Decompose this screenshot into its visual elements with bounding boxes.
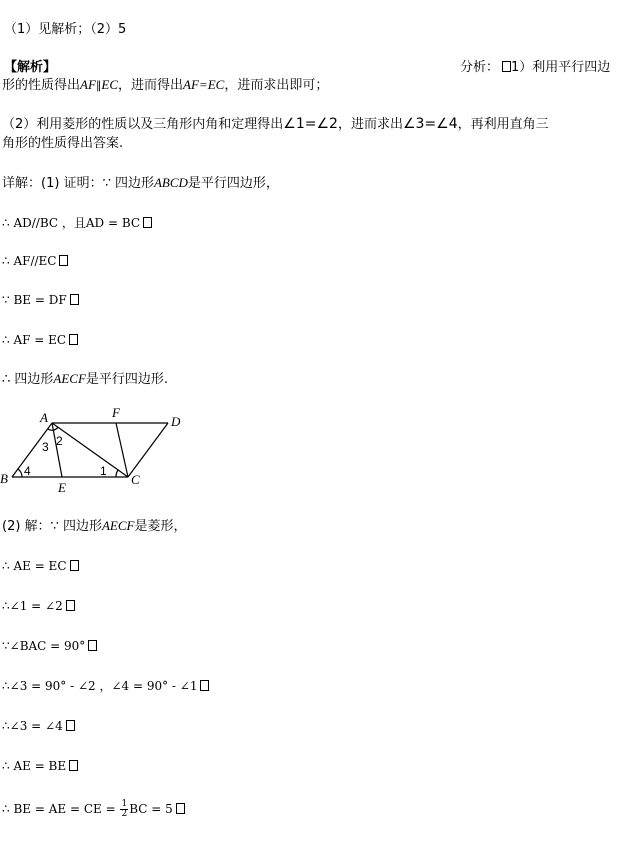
fraction-one-half: $\frac{1}{2}$: [121, 799, 128, 819]
analysis-text: 形的性质得出: [2, 78, 81, 93]
solution-step-2: ∴∠1 = ∠2: [2, 598, 75, 614]
segment-dc: [128, 423, 168, 477]
detail-label: 详解：: [2, 176, 42, 191]
missing-glyph-icon: [59, 255, 68, 266]
analysis-text-a: 1）利用平行四边: [511, 60, 611, 75]
proof-step-3: ∵ BE = DF: [2, 292, 79, 308]
label-f: F: [112, 405, 120, 420]
analysis-line-3: [2, 116, 549, 133]
analysis-line-4: 角形的性质得出答案.: [2, 136, 124, 151]
equation-af-ec: AF=EC: [183, 77, 225, 92]
solution-step-5: ∴∠3 = ∠4: [2, 718, 75, 734]
analysis-text: （2）利用菱形的性质以及三角形内角和定理得出: [2, 117, 284, 132]
angle-label-1: 1: [100, 464, 107, 478]
solution-step-3: ∵∠BAC = 90°: [2, 638, 97, 654]
angle-label-3: 3: [42, 440, 49, 454]
missing-glyph-icon: [88, 640, 97, 651]
angle-label-4: 4: [24, 464, 31, 478]
angle-equation-2: ∠3=∠4: [402, 116, 458, 132]
proof-step-2: ∴ AF//EC: [2, 253, 68, 269]
analysis-text: ，进而求出: [337, 117, 403, 132]
angle-equation-1: ∠1=∠2: [283, 116, 338, 132]
analysis-line-2: [2, 77, 328, 94]
detail-text: (1) 证明：∵ 四边形: [41, 176, 154, 191]
label-b: B: [0, 471, 8, 486]
detail-header: [2, 175, 279, 192]
angle-label-2: 2: [56, 434, 63, 448]
parallelogram-figure: [0, 405, 190, 495]
angle-arc-1: [116, 470, 118, 477]
segment-ac: [52, 423, 128, 477]
segment-ec: EC: [101, 77, 119, 92]
solution-step-6: ∴ AE = BE: [2, 758, 78, 774]
quad-aecf: AECF: [53, 371, 86, 386]
missing-glyph-icon: [66, 720, 75, 731]
analysis-line-1-right: [460, 60, 610, 76]
analysis-text: ，再利用直角三: [457, 117, 549, 132]
angle-arc-4: [18, 469, 22, 477]
solution-step-7: ∴ BE = AE = CE = $\frac{1}{2}$ BC = 5: [2, 800, 185, 819]
analysis-text: ，进而得出: [118, 78, 184, 93]
answer-line: （1）见解析；（2）5: [4, 22, 127, 37]
label-c: C: [131, 472, 140, 487]
segment-fc: [116, 423, 128, 477]
missing-glyph-icon: [143, 217, 152, 228]
proof-step-1: ∴ AD//BC ，且AD = BC: [2, 215, 152, 231]
segment-af: AF: [80, 77, 96, 92]
quad-abcd: ABCD: [153, 175, 188, 190]
missing-glyph-icon: [70, 294, 79, 305]
section-title: 【解析】: [4, 60, 57, 75]
part2-header: (2) 解：∵ 四边形AECF是菱形，: [2, 518, 187, 534]
missing-glyph-icon: [69, 760, 78, 771]
proof-step-4: ∴ AF = EC: [2, 332, 78, 348]
missing-glyph-icon: [70, 560, 79, 571]
label-e: E: [58, 480, 66, 495]
missing-glyph-icon: [502, 61, 511, 72]
analysis-text: ，进而求出即可；: [224, 78, 329, 93]
proof-step-5: ∴ 四边形AECF是平行四边形.: [2, 371, 169, 387]
label-d: D: [171, 414, 181, 429]
solution-step-4: ∴∠3 = 90° - ∠2 ，∠4 = 90° - ∠1: [2, 678, 209, 694]
quad-aecf: AECF: [101, 518, 135, 533]
analysis-label: 分析：: [460, 60, 500, 75]
parallel-symbol: ∥: [95, 79, 102, 92]
missing-glyph-icon: [176, 803, 185, 814]
segment-ae: [52, 423, 62, 477]
detail-text: 是平行四边形，: [187, 176, 279, 191]
missing-glyph-icon: [200, 680, 209, 691]
missing-glyph-icon: [69, 334, 78, 345]
solution-step-1: ∴ AE = EC: [2, 558, 79, 574]
missing-glyph-icon: [66, 600, 75, 611]
label-a: A: [40, 410, 48, 425]
